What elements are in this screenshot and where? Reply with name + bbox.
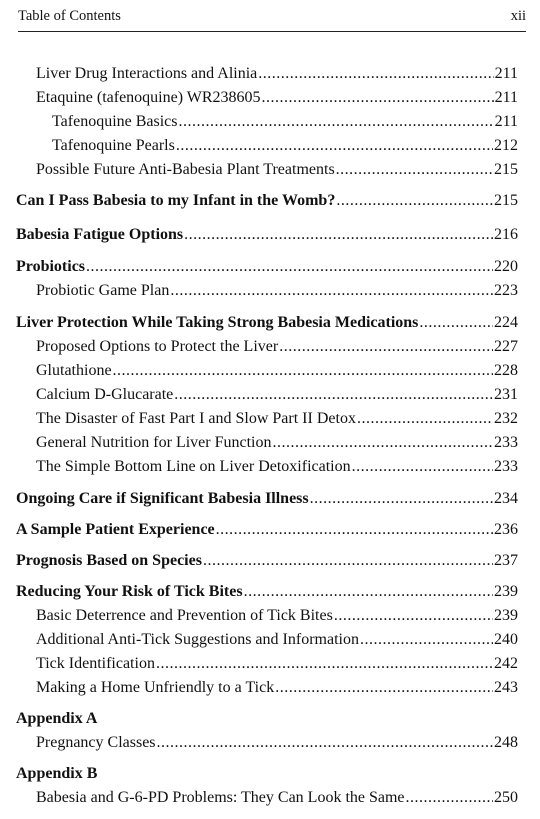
toc-entry[interactable] <box>36 407 518 431</box>
toc-heading-title: Appendix A <box>16 710 98 727</box>
toc-section-heading[interactable] <box>16 223 518 247</box>
toc-entry-title: Tafenoquine Basics <box>52 113 178 130</box>
dot-leader <box>258 62 493 86</box>
running-header-title: Table of Contents <box>18 8 121 24</box>
dot-leader <box>262 86 494 110</box>
toc-section-heading[interactable] <box>16 311 518 335</box>
toc-entry-page: 239 <box>494 607 518 624</box>
toc-entry-page: 237 <box>494 552 518 569</box>
toc-entry-title: Proposed Options to Protect the Liver <box>36 338 279 355</box>
dot-leader <box>179 110 494 134</box>
toc-entry[interactable] <box>36 786 518 810</box>
toc-entry[interactable] <box>36 455 518 479</box>
toc-entry-page: 240 <box>494 631 518 648</box>
toc-entry-page: 231 <box>494 386 518 403</box>
page-number: xii <box>510 8 526 24</box>
toc-entry[interactable] <box>36 604 518 628</box>
toc-section-heading[interactable] <box>16 580 518 604</box>
dot-leader <box>357 407 493 431</box>
toc-entry[interactable] <box>36 676 518 700</box>
toc-entry[interactable] <box>36 279 518 303</box>
dot-leader <box>86 255 493 279</box>
toc-heading-title: Babesia Fatigue Options <box>16 226 184 243</box>
dot-leader <box>184 223 493 247</box>
dot-leader <box>273 431 494 455</box>
dot-leader <box>334 604 493 628</box>
toc-entry-page: 239 <box>494 583 518 600</box>
toc-entry[interactable] <box>36 652 518 676</box>
toc-entry[interactable] <box>36 86 518 110</box>
dot-leader <box>216 518 493 542</box>
toc-entry-page: 232 <box>494 410 518 427</box>
toc-entry-title: Additional Anti-Tick Suggestions and Information <box>36 631 359 648</box>
dot-leader <box>406 786 493 810</box>
toc-entry-title: Tafenoquine Pearls <box>52 137 175 154</box>
toc-entry-page: 211 <box>494 113 518 130</box>
toc-entry[interactable] <box>36 62 518 86</box>
toc-entry[interactable] <box>36 335 518 359</box>
toc-entry-title: Liver Drug Interactions and Alinia <box>36 65 258 82</box>
dot-leader <box>336 158 493 182</box>
toc-entry-page: 236 <box>494 521 518 538</box>
dot-leader <box>156 652 493 676</box>
toc-heading-title: Reducing Your Risk of Tick Bites <box>16 583 243 600</box>
toc-section-heading[interactable] <box>16 255 518 279</box>
toc-entry-page: 233 <box>494 458 518 475</box>
toc-entry-title: Babesia and G-6-PD Problems: They Can Look the Same <box>36 789 405 806</box>
dot-leader <box>336 189 493 213</box>
toc-entry-page: 248 <box>494 734 518 751</box>
dot-leader <box>352 455 493 479</box>
toc-entry-title: Pregnancy Classes <box>36 734 156 751</box>
toc-heading-title: Can I Pass Babesia to my Infant in the Womb? <box>16 192 336 209</box>
toc-entry-title: Possible Future Anti-Babesia Plant Treatments <box>36 161 335 178</box>
toc-entry[interactable] <box>52 110 518 134</box>
dot-leader <box>279 335 493 359</box>
toc-appendix-heading[interactable] <box>16 707 518 731</box>
dot-leader <box>244 580 493 604</box>
toc-entry-page: 215 <box>494 192 518 209</box>
toc-entry-title: Probiotic Game Plan <box>36 282 170 299</box>
toc-entry-page: 224 <box>494 314 518 331</box>
dot-leader <box>360 628 493 652</box>
toc-entry[interactable] <box>36 359 518 383</box>
toc-heading-title: A Sample Patient Experience <box>16 521 215 538</box>
toc-entry-title: Making a Home Unfriendly to a Tick <box>36 679 275 696</box>
toc-heading-title: Probiotics <box>16 258 86 275</box>
toc-section-heading[interactable] <box>16 189 518 213</box>
toc-entry-page: 243 <box>494 679 518 696</box>
toc-entry-page: 220 <box>494 258 518 275</box>
toc-entry-page: 212 <box>494 137 518 154</box>
toc-heading-title: Liver Protection While Taking Strong Babesia Medications <box>16 314 419 331</box>
toc-entry-page: 250 <box>494 789 518 806</box>
toc-entry-page: 211 <box>494 65 518 82</box>
dot-leader <box>176 134 493 158</box>
toc-entry-title: The Simple Bottom Line on Liver Detoxification <box>36 458 351 475</box>
toc-entry-title: Tick Identification <box>36 655 155 672</box>
toc-entry[interactable] <box>36 628 518 652</box>
dot-leader <box>203 549 493 573</box>
toc-entry[interactable] <box>36 431 518 455</box>
toc-entry-title: Glutathione <box>36 362 112 379</box>
toc-heading-title: Ongoing Care if Significant Babesia Illness <box>16 490 309 507</box>
toc-entry-page: 216 <box>494 226 518 243</box>
toc-entry-page: 228 <box>494 362 518 379</box>
dot-leader <box>419 311 493 335</box>
toc-entry-page: 242 <box>494 655 518 672</box>
toc-entry[interactable] <box>36 731 518 755</box>
toc-section-heading[interactable] <box>16 549 518 573</box>
toc-section-heading[interactable] <box>16 487 518 511</box>
toc-entry-page: 215 <box>494 161 518 178</box>
toc-heading-title: Appendix B <box>16 765 98 782</box>
toc-entry-page: 234 <box>494 490 518 507</box>
toc-heading-title: Prognosis Based on Species <box>16 552 202 569</box>
toc-section-heading[interactable] <box>16 518 518 542</box>
dot-leader <box>275 676 493 700</box>
toc-entry-title: Calcium D-Glucarate <box>36 386 174 403</box>
toc-appendix-heading[interactable] <box>16 762 518 786</box>
toc-entry[interactable] <box>36 158 518 182</box>
toc-entry-title: General Nutrition for Liver Function <box>36 434 272 451</box>
toc-entry-title: Etaquine (tafenoquine) WR238605 <box>36 89 261 106</box>
dot-leader <box>113 359 493 383</box>
toc-entry-page: 211 <box>494 89 518 106</box>
toc-entry[interactable] <box>52 134 518 158</box>
toc-entry-title: The Disaster of Fast Part I and Slow Part II Detox <box>36 410 356 427</box>
toc-entry-page: 227 <box>494 338 518 355</box>
dot-leader <box>174 383 493 407</box>
running-header <box>18 8 526 32</box>
dot-leader <box>310 487 493 511</box>
toc-entry[interactable] <box>36 383 518 407</box>
dot-leader <box>157 731 493 755</box>
toc-entry-page: 223 <box>494 282 518 299</box>
toc-entry-page: 233 <box>494 434 518 451</box>
toc-entry-title: Basic Deterrence and Prevention of Tick Bites <box>36 607 333 624</box>
dot-leader <box>170 279 493 303</box>
